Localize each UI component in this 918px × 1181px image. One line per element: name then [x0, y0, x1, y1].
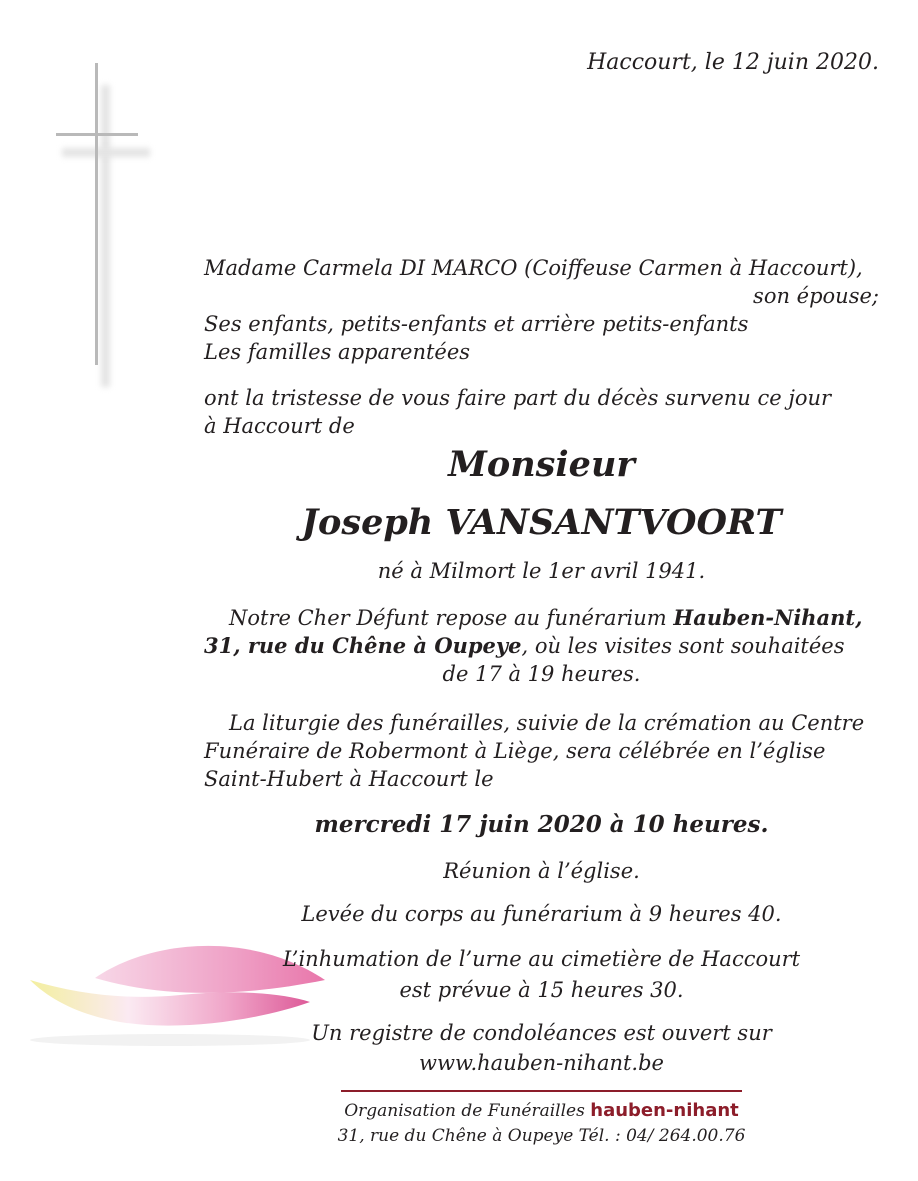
cross-icon — [95, 63, 98, 365]
ceremony-datetime: mercredi 17 juin 2020 à 10 heures. — [314, 811, 769, 838]
funerarium-hours: de 17 à 19 heures. — [442, 662, 641, 686]
cross-icon — [56, 133, 138, 136]
funerarium-line: 31, rue du Chêne à Oupeye, où les visites sont souhaitées — [204, 633, 845, 658]
deceased-name: Joseph VANSANTVOORT — [301, 502, 782, 543]
family-line: Les familles apparentées — [204, 340, 471, 364]
family-line: Ses enfants, petits-enfants et arrière petits-enfants — [204, 312, 749, 336]
footer-divider — [341, 1090, 742, 1092]
register-line: Un registre de condoléances est ouvert sur — [311, 1021, 772, 1045]
family-line: Madame Carmela DI MARCO (Coiffeuse Carmen à Haccourt), — [204, 256, 863, 280]
funerarium-address: 31, rue du Chêne à Oupeye — [204, 633, 522, 658]
birth-line: né à Milmort le 1er avril 1941. — [377, 559, 706, 583]
family-line: son épouse; — [753, 284, 879, 308]
footer-organisation: Organisation de Funérailles hauben-nihant — [344, 1100, 739, 1121]
announcement-line: ont la tristesse de vous faire part du décès survenu ce jour — [204, 386, 832, 410]
liturgy-line: Saint-Hubert à Haccourt le — [204, 767, 494, 791]
announcement-line: à Haccourt de — [204, 414, 355, 438]
funerarium-name: Hauben-Nihant, — [673, 605, 863, 630]
petal-illustration — [0, 900, 340, 1050]
brand-logo: hauben-nihant — [590, 1100, 739, 1121]
levee-line: Levée du corps au funérarium à 9 heures 40. — [301, 902, 782, 926]
register-url[interactable]: www.hauben-nihant.be — [419, 1051, 664, 1075]
deceased-title: Monsieur — [448, 444, 635, 485]
burial-line: L’inhumation de l’urne au cimetière de Haccourt — [282, 947, 801, 971]
liturgy-line: La liturgie des funérailles, suivie de la crémation au Centre — [229, 711, 865, 735]
footer-address: 31, rue du Chêne à Oupeye Tél. : 04/ 264.00.76 — [337, 1126, 746, 1146]
meeting-line: Réunion à l’église. — [443, 859, 640, 883]
burial-line: est prévue à 15 heures 30. — [399, 978, 684, 1002]
date-line: Haccourt, le 12 juin 2020. — [587, 50, 879, 75]
liturgy-line: Funéraire de Robermont à Liège, sera célébrée en l’église — [204, 739, 826, 763]
cross-shadow — [101, 85, 110, 387]
funerarium-line: Notre Cher Défunt repose au funérarium Hauben-Nihant, — [229, 605, 863, 630]
cross-shadow — [62, 148, 150, 157]
